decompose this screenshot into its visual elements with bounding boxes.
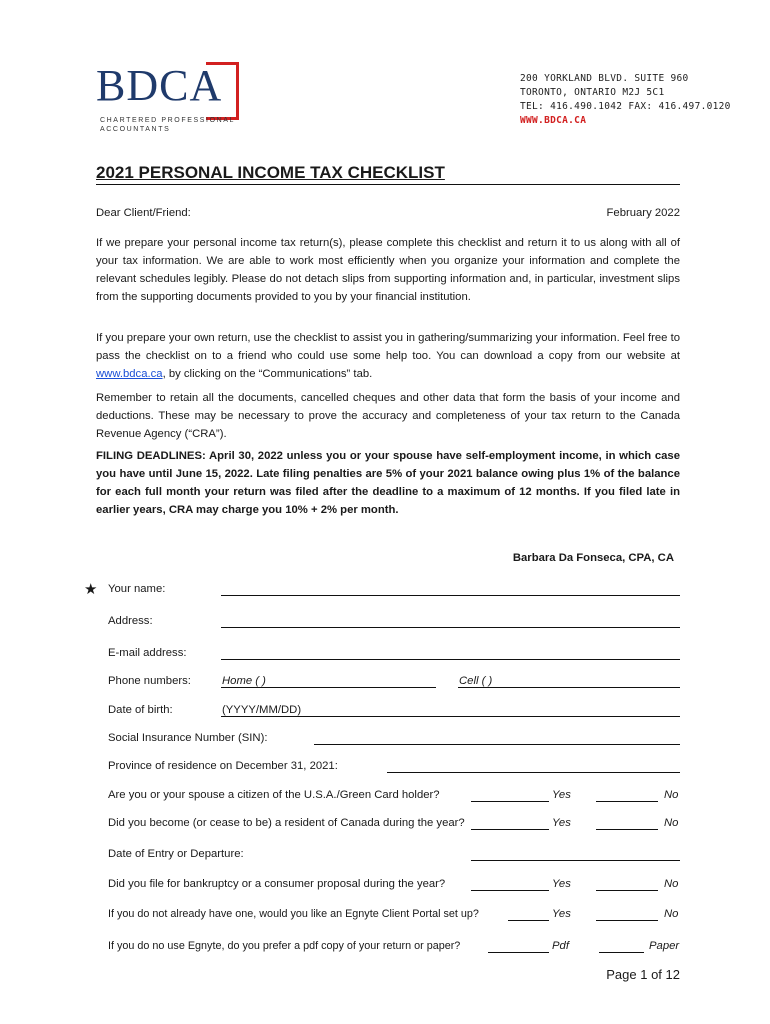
dob-label: Date of birth: [108,704,173,716]
bankruptcy-question: Did you file for bankruptcy or a consumer proposal during the year? [108,878,446,890]
resident-yes-label: Yes [552,817,571,829]
address-line-3: TEL: 416.490.1042 FAX: 416.497.0120 [520,101,731,112]
address-line-2: TORONTO, ONTARIO M2J 5C1 [520,87,665,98]
us-citizen-yes-label: Yes [552,789,571,801]
paper-label: Paper [649,940,680,952]
para2-text-a: If you prepare your own return, use the checklist to assist you in gathering/summarizing your information. Feel free to pass the checklist on to a friend who could use some help too. You can download a copy from our website at [96,332,680,362]
self-prepare-paragraph [96,329,680,383]
logo-sub-line-1: CHARTERED PROFESSIONAL [100,117,236,124]
home-phone-label: Home ( ) [222,675,266,687]
filing-deadlines-paragraph: FILING DEADLINES: April 30, 2022 unless you or your spouse have self-employment income, in which case you have until June 15, 2022. Late filing penalties are 5% of your 2021 balance owing plus 1% of the balance for each full month your return was filed after the deadline to a maximum of 12 months. If you filed late in earlier years, CRA may charge you 10% + 2% per month. [96,450,680,516]
province-label: Province of residence on December 31, 2021: [108,760,338,772]
para2-text-b: , by clicking on the “Communications” tab. [162,368,373,380]
address-label: Address: [108,615,153,627]
dob-format: (YYYY/MM/DD) [222,704,302,716]
us-citizen-question: Are you or your spouse a citizen of the U.S.A./Green Card holder? [108,789,440,801]
cell-phone-label: Cell ( ) [459,675,493,687]
pdf-field[interactable] [488,952,549,953]
firm-website[interactable]: WWW.BDCA.CA [520,115,587,126]
sin-field[interactable] [314,744,680,745]
entry-date-label: Date of Entry or Departure: [108,848,244,860]
your-name-field[interactable] [221,595,680,596]
signature: Barbara Da Fonseca, CPA, CA [512,552,674,564]
dob-field[interactable] [221,716,680,717]
bankruptcy-yes-label: Yes [552,878,571,890]
bankruptcy-no-field[interactable] [596,890,658,891]
egnyte-no-field[interactable] [596,920,658,921]
sin-label: Social Insurance Number (SIN): [108,732,268,744]
website-link[interactable]: www.bdca.ca [96,368,163,380]
cell-phone-field[interactable] [458,687,680,688]
bankruptcy-yes-field[interactable] [471,890,549,891]
intro-paragraph: If we prepare your personal income tax return(s), please complete this checklist and return it to us along with all of your tax information. We are able to work most efficiently when you organize your information and complete the relevant schedules legibly. Please do not detach slips from supporting information and, in particular, investment slips from the supporting documents provided to you by your financial institution. [96,237,680,303]
retain-documents-paragraph: Remember to retain all the documents, cancelled cheques and other data that form the basis of your income and deductions. These may be necessary to prove the accuracy and completeness of your tax return to the Canada Revenue Agency (“CRA”). [96,392,680,440]
phone-label: Phone numbers: [108,675,191,687]
resident-question: Did you become (or cease to be) a resident of Canada during the year? [108,817,465,829]
logo-subtitle [100,116,235,134]
page-number: Page 1 of 12 [606,967,680,982]
pdf-paper-question: If you do no use Egnyte, do you prefer a pdf copy of your return or paper? [108,940,461,952]
salutation: Dear Client/Friend: [96,207,191,219]
star-icon: ★ [84,581,98,598]
resident-no-label: No [664,817,679,829]
resident-yes-field[interactable] [471,829,549,830]
home-phone-field[interactable] [221,687,436,688]
egnyte-yes-label: Yes [552,908,571,920]
us-citizen-no-field[interactable] [596,801,658,802]
bankruptcy-no-label: No [664,878,679,890]
page-title: 2021 PERSONAL INCOME TAX CHECKLIST [96,163,680,185]
logo-sub-line-2: ACCOUNTANTS [100,126,171,133]
entry-date-field[interactable] [471,860,680,861]
paper-field[interactable] [599,952,644,953]
firm-address [520,72,731,128]
email-label: E-mail address: [108,647,187,659]
email-field[interactable] [221,659,680,660]
pdf-label: Pdf [552,940,569,952]
egnyte-no-label: No [664,908,679,920]
your-name-label: Your name: [108,583,166,595]
address-field[interactable] [221,627,680,628]
address-line-1: 200 YORKLAND BLVD. SUITE 960 [520,73,689,84]
us-citizen-yes-field[interactable] [471,801,549,802]
egnyte-question: If you do not already have one, would you like an Egnyte Client Portal set up? [108,908,479,920]
egnyte-yes-field[interactable] [508,920,549,921]
letter-date: February 2022 [606,207,680,219]
logo-bracket [206,62,239,120]
resident-no-field[interactable] [596,829,658,830]
us-citizen-no-label: No [664,789,679,801]
bdca-logo: BDCA [96,61,223,110]
province-field[interactable] [387,772,680,773]
